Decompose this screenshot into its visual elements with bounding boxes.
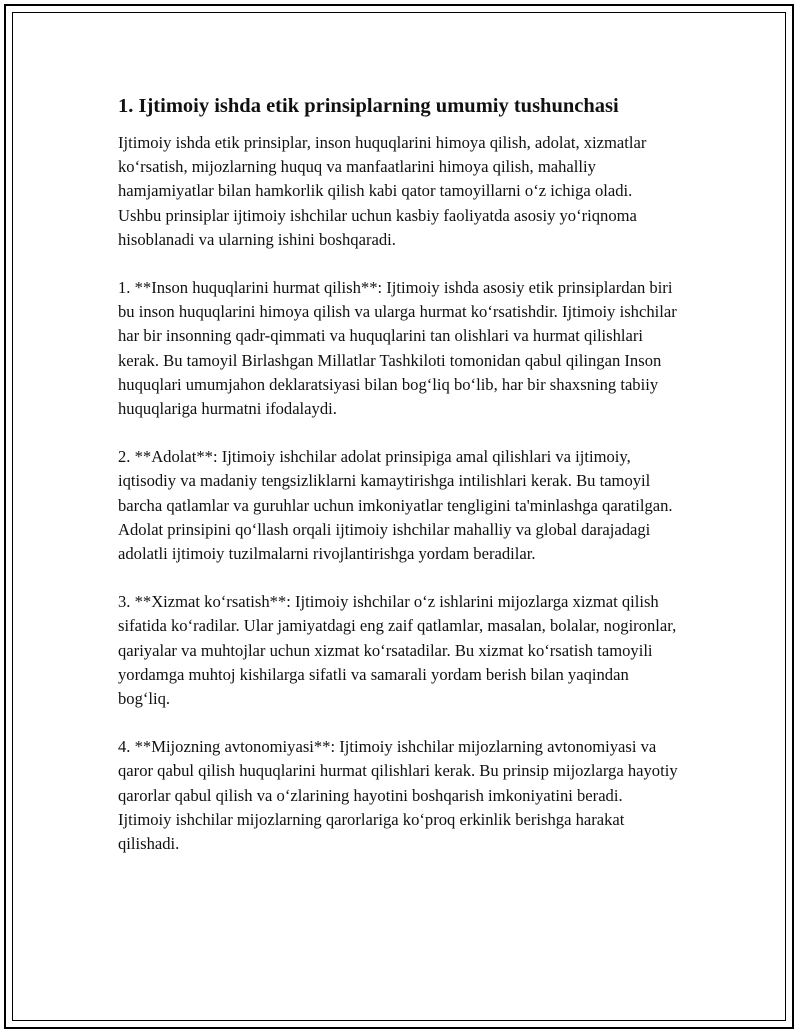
principle-autonomy-paragraph: 4. **Mijozning avtonomiyasi**: Ijtimoiy ishchilar mijozlarning avtonomiyasi va qaror qabul qilish huquqlarini hurmat qilishlari kerak. Bu prinsip mijozlarga hayotiy qarorlar qabul qilish va o‘zlarining hayotini boshqarish imkoniyatini beradi. Ijtimoiy ishchilar mijozlarning qarorlariga ko‘proq erkinlik berishga harakat qilishadi. [118, 737, 678, 854]
principle-justice-paragraph: 2. **Adolat**: Ijtimoiy ishchilar adolat prinsipiga amal qilishlari va ijtimoiy, iqtisodiy va madaniy tengsizliklarni kamaytirishga intilishlari kerak. Bu tamoyil barcha qatlamlar va guruhlar uchun imkoniyatlar tengligini ta'minlashga qaratilgan. Adolat prinsipini qo‘llash orqali ijtimoiy ishchilar mahalliy va global darajadagi adolatli ijtimoiy tuzilmalarni rivojlantirishga yordam beradilar. [118, 447, 673, 564]
intro-paragraph: Ijtimoiy ishda etik prinsiplar, inson huquqlarini himoya qilish, adolat, xizmatlar ko‘rsatish, mijozlarning huquq va manfaatlarini himoya qilish, mahalliy hamjamiyatlar bilan hamkorlik qilish kabi qator tamoyillarni o‘z ichiga oladi. Ushbu prinsiplar ijtimoiy ishchilar uchun kasbiy faoliyatda asosiy yo‘riqnoma hisoblanadi va ularning ishini boshqaradi. [118, 133, 647, 249]
document-body [118, 93, 678, 880]
section-heading: 1. Ijtimoiy ishda etik prinsiplarning umumiy tushunchasi [118, 95, 619, 117]
principle-service-paragraph: 3. **Xizmat ko‘rsatish**: Ijtimoiy ishchilar o‘z ishlarini mijozlarga xizmat qilish sifatida ko‘radilar. Ular jamiyatdagi eng zaif qatlamlar, masalan, bolalar, nogironlar, qariyalar va muhtojlar uchun xizmat ko‘rsatadilar. Bu xizmat ko‘rsatish tamoyili yordamga muhtoj kishilarga sifatli va samarali yordam berish bilan yaqindan bog‘liq. [118, 592, 677, 709]
principle-human-rights-paragraph: 1. **Inson huquqlarini hurmat qilish**: Ijtimoiy ishda asosiy etik prinsiplardan biri bu inson huquqlarini himoya qilish va ularga hurmat ko‘rsatishdir. Ijtimoiy ishchilar har bir insonning qadr-qimmati va huquqlarini tan olishlari va hurmat qilishlari kerak. Bu tamoyil Birlashgan Millatlar Tashkiloti tomonidan qabul qilingan Inson huquqlari umumjahon deklaratsiyasi bilan bog‘liq bo‘lib, har bir shaxsning tabiiy huquqlariga hurmatni ifodalaydi. [118, 278, 677, 419]
